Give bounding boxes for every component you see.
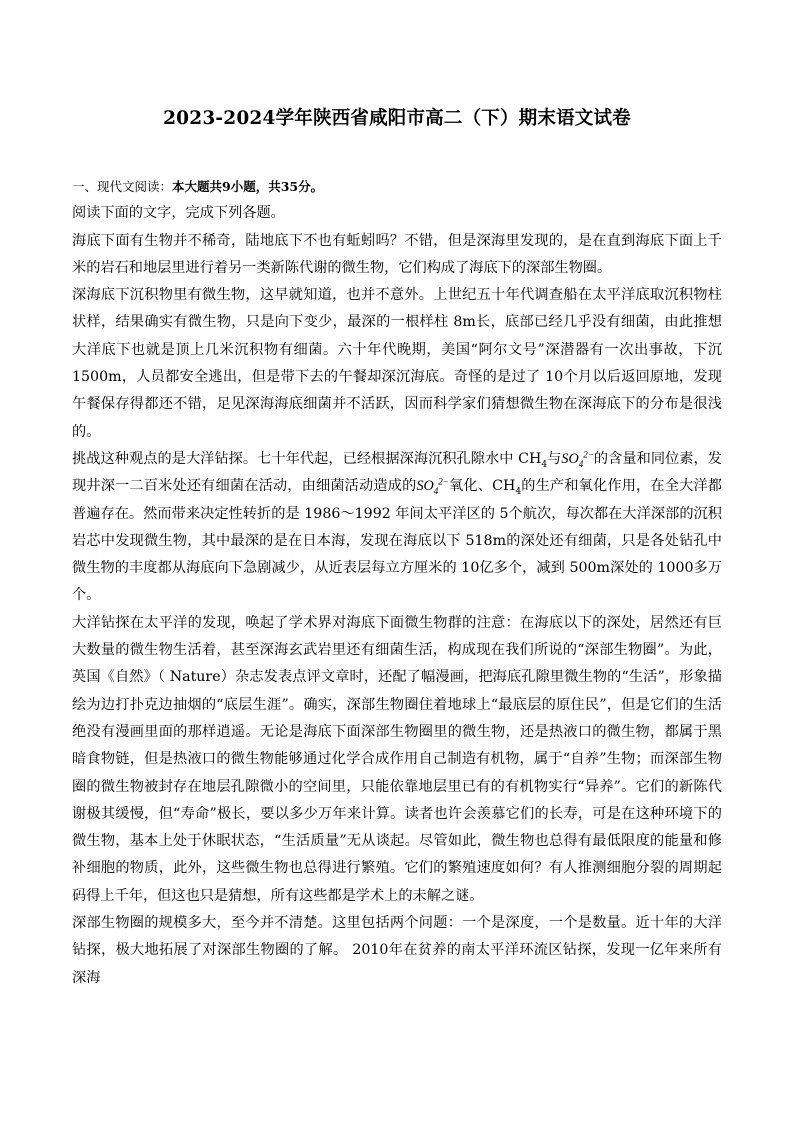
sulfate-formula: $SO_4^{2-}$ [561, 449, 594, 469]
section-info: 本大题共9小题，共35分。 [172, 179, 324, 194]
p3-text-2: 与 [547, 450, 562, 467]
ch4-subscript: 4 [515, 487, 522, 498]
reading-instruction: 阅读下面的文字，完成下列各题。 [72, 205, 285, 222]
passage-paragraph-2: 深海底下沉积物里有微生物，这早就知道，也并不意外。上世纪五十年代调查船在太平洋底取沉积物柱状样，结果确实有微生物，只是向下变少，最深的一根样柱 8m长，底部已经几乎没有细菌，由此推想大洋底下也就是顶上几米沉积物有细菌。六十年代晚期，美国“阿尔文号”深潜器有一次出事故，下沉 1500m，人员都安全逃出，但是带下去的午餐却深沉海底。奇怪的是过了 10个月以后返回原地，发现午餐保存得都还不错，足见深海海底细菌并不活跃，因而科学家们猜想微生物在深海底下的分布是很浅的。 [72, 287, 722, 440]
passage-paragraph-4: 大洋钻探在太平洋的发现，唤起了学术界对海底下面微生物群的注意：在海底以下的深处，居然还有巨大数量的微生物生活着，甚至深海玄武岩里还有细菌生活，构成现在我们所说的“深部生物圈”。为此，英国《自然》（ Nature）杂志发表点评文章时，还配了幅漫画，把海底孔隙里微生物的“生活”，形象描绘为边打扑克边抽烟的“底层生涯”。确实，深部生物圈住着地球上“最底层的原住民”，但是它们的生活绝没有漫画里面的那样逍遥。无论是海底下面深部生物圈里的微生物，还是热液口的微生物，都属于黑暗食物链，但是热液口的微生物能够通过化学合成作用自己制造有机物，属于“自养”生物；而深部生物圈的微生物被封存在地层孔隙微小的空间里，只能依靠地层里已有的有机物实行“异养”。它们的新陈代谢极其缓慢，但“寿命”极长，要以多少万年来计算。读者也许会羡慕它们的长寿，可是在这种环境下的微生物，基本上处于休眠状态，“生活质量”无从谈起。尽管如此，微生物也总得有最低限度的能量和修补细胞的物质，此外，这些微生物也总得进行繁殖。它们的繁殖速度如何？有人推测细胞分裂的周期起码得上千年，但这也只是猜想，所有这些都是学术上的未解之谜。 [72, 614, 722, 904]
p3-text-4: 氧化、CH [448, 478, 516, 495]
reading-section [72, 173, 722, 992]
p3-text-1: 挑战这种观点的是大洋钻探。七十年代起，已经根据深海沉积孔隙水中 CH [72, 450, 542, 467]
ch4-subscript: 4 [541, 459, 548, 470]
p3-text-5: 的生产和氧化作用，在全大洋都普遍存在。然而带来决定性转折的是 1986～1992 年间太平洋区的 5个航次，每次都在大洋深部的沉积岩芯中发现微生物，其中最深的是在日本海，发现在海底以下 518m的深处还有细菌，只是各处钻孔中微生物的丰度都从海底向下急剧减少，从近表层每立方厘米的 10亿多个，减到 500m深处的 1000多万个。 [72, 478, 722, 604]
section-label: 一、现代文阅读： [72, 179, 173, 194]
document-title: 2023-2024学年陕西省咸阳市高二（下）期末语文试卷 [163, 108, 631, 129]
p3-text-3: 的含量和同位素，发现井深一二百米处还有细菌在活动，由细菌活动造成的 [72, 450, 722, 495]
passage-paragraph-1: 海底下面有生物并不稀奇，陆地底下不也有蚯蚓吗？不错，但是深海里发现的，是在直到海底下面上千米的岩石和地层里进行着另一类新陈代谢的微生物，它们构成了海底下的深部生物圈。 [72, 232, 722, 276]
section-heading [72, 173, 722, 200]
passage-paragraph-5: 深部生物圈的规模多大，至今并不清楚。这里包括两个问题：一个是深度，一个是数量。近十年的大洋钻探，极大地拓展了对深部生物圈的了解。 2010年在贫养的南太平洋环流区钻探，发现一亿年来所有深海 [72, 915, 722, 986]
passage-paragraph-3 [72, 446, 722, 610]
sulfate-formula: $SO_4^{2-}$ [416, 476, 449, 497]
